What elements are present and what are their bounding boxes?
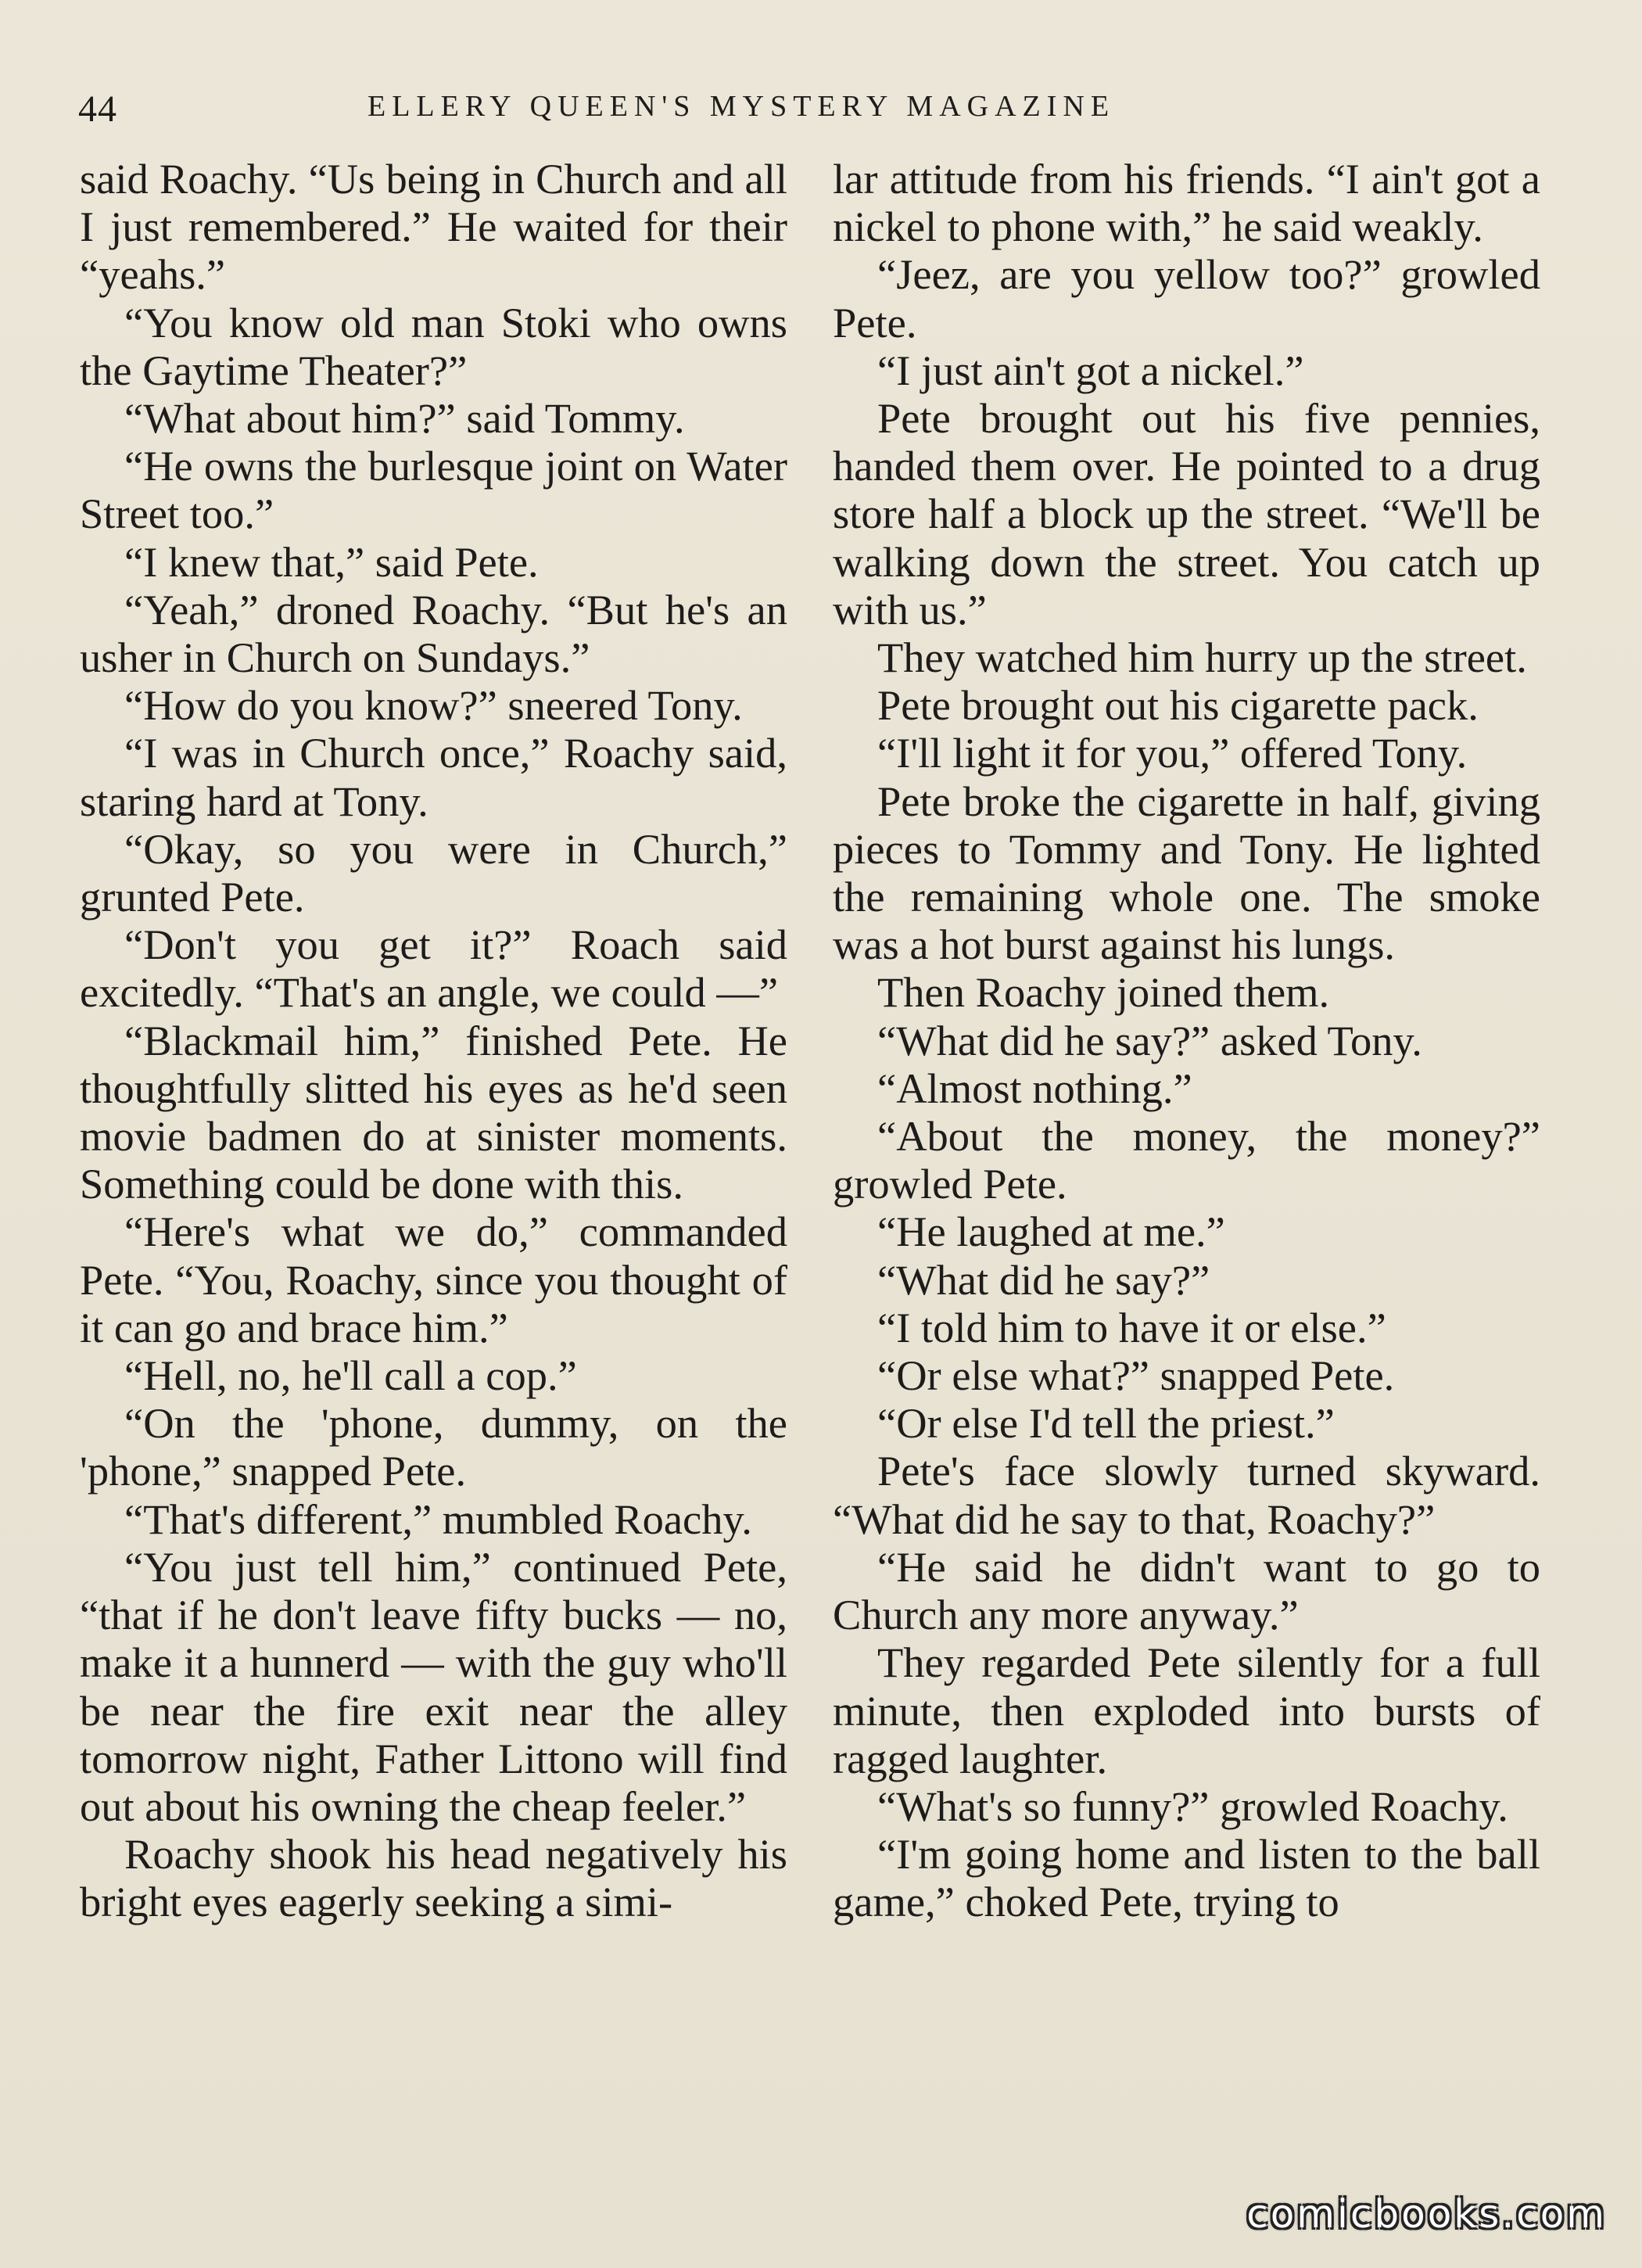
- paragraph: “What about him?” said Tommy.: [124, 394, 685, 443]
- paragraph: Pete brought out his cigarette pack.: [877, 681, 1479, 730]
- left-text-column: [80, 155, 787, 1926]
- paragraph: said Roachy. “Us being in Church and all I just remembered.” He waited for their “yeahs.”: [80, 155, 787, 299]
- paragraph: “Hell, no, he'll call a cop.”: [124, 1351, 577, 1400]
- paragraph: “What did he say?” asked Tony.: [877, 1016, 1422, 1064]
- paragraph: “Almost nothing.”: [877, 1064, 1192, 1112]
- paragraph: “Or else what?” snapped Pete.: [877, 1351, 1395, 1400]
- paragraph: “About the money, the money?” growled Pete.: [833, 1112, 1540, 1208]
- paragraph: Pete broke the cigarette in half, giving pieces to Tommy and Tony. He lighted the remaining whole one. The smoke was a hot burst against his lungs.: [833, 777, 1540, 969]
- paragraph: “How do you know?” sneered Tony.: [124, 681, 743, 730]
- paragraph: “That's different,” mumbled Roachy.: [124, 1495, 752, 1543]
- paragraph: “I'm going home and listen to the ball game,” choked Pete, trying to: [833, 1830, 1540, 1926]
- paragraph: They regarded Pete silently for a full minute, then exploded into bursts of ragged laughter.: [833, 1638, 1540, 1782]
- watermark: comicbooks.com: [1246, 2191, 1607, 2237]
- paragraph: “You just tell him,” continued Pete, “that if he don't leave fifty bucks — no, make it a hunnerd — with the guy who'll be near the fire exit near the alley tomorrow night, Father Littono will find out about his owning the cheap feeler.”: [80, 1542, 787, 1830]
- paragraph: Then Roachy joined them.: [877, 968, 1330, 1017]
- paragraph: “I was in Church once,” Roachy said, staring hard at Tony.: [80, 729, 787, 825]
- paragraph: “Don't you get it?” Roach said excitedly. “That's an angle, we could —”: [80, 920, 787, 1017]
- paragraph: “What did he say?”: [877, 1255, 1210, 1304]
- paragraph: Pete brought out his five pennies, handed them over. He pointed to a drug store half a block up the street. “We'll be walking down the street. You catch up with us.”: [833, 394, 1540, 633]
- page-number: 44: [78, 88, 117, 130]
- paragraph: “Here's what we do,” commanded Pete. “You, Roachy, since you thought of it can go and brace him.”: [80, 1208, 787, 1351]
- paragraph: “Yeah,” droned Roachy. “But he's an usher in Church on Sundays.”: [80, 585, 787, 682]
- paragraph: “I knew that,” said Pete.: [124, 537, 539, 586]
- paragraph: “What's so funny?” growled Roachy.: [877, 1782, 1508, 1830]
- page-header: [78, 78, 1556, 141]
- running-head: ELLERY QUEEN'S MYSTERY MAGAZINE: [367, 90, 1116, 123]
- paragraph: “Jeez, are you yellow too?” growled Pete.: [833, 250, 1540, 346]
- paragraph: “Okay, so you were in Church,” grunted Pete.: [80, 824, 787, 921]
- paragraph: They watched him hurry up the street.: [877, 633, 1527, 682]
- paragraph: “On the 'phone, dummy, on the 'phone,” snapped Pete.: [80, 1399, 787, 1495]
- paragraph: Pete's face slowly turned skyward. “What did he say to that, Roachy?”: [833, 1447, 1540, 1543]
- paragraph: “Blackmail him,” finished Pete. He thoughtfully slitted his eyes as he'd seen movie badmen do at sinister moments. Something could be done with this.: [80, 1016, 787, 1208]
- right-text-column: [833, 155, 1540, 1926]
- paragraph: “He laughed at me.”: [877, 1208, 1225, 1256]
- paragraph: “You know old man Stoki who owns the Gaytime Theater?”: [80, 298, 787, 394]
- paragraph: “He owns the burlesque joint on Water Street too.”: [80, 442, 787, 538]
- paragraph: “I just ain't got a nickel.”: [877, 346, 1304, 394]
- paragraph: “He said he didn't want to go to Church any more anyway.”: [833, 1542, 1540, 1639]
- paragraph: “Or else I'd tell the priest.”: [877, 1399, 1335, 1448]
- paragraph: Roachy shook his head negatively his bright eyes eagerly seeking a simi-: [80, 1830, 787, 1926]
- paragraph: “I'll light it for you,” offered Tony.: [877, 729, 1468, 777]
- paragraph: lar attitude from his friends. “I ain't got a nickel to phone with,” he said weakly.: [833, 155, 1540, 251]
- paragraph: “I told him to have it or else.”: [877, 1303, 1386, 1351]
